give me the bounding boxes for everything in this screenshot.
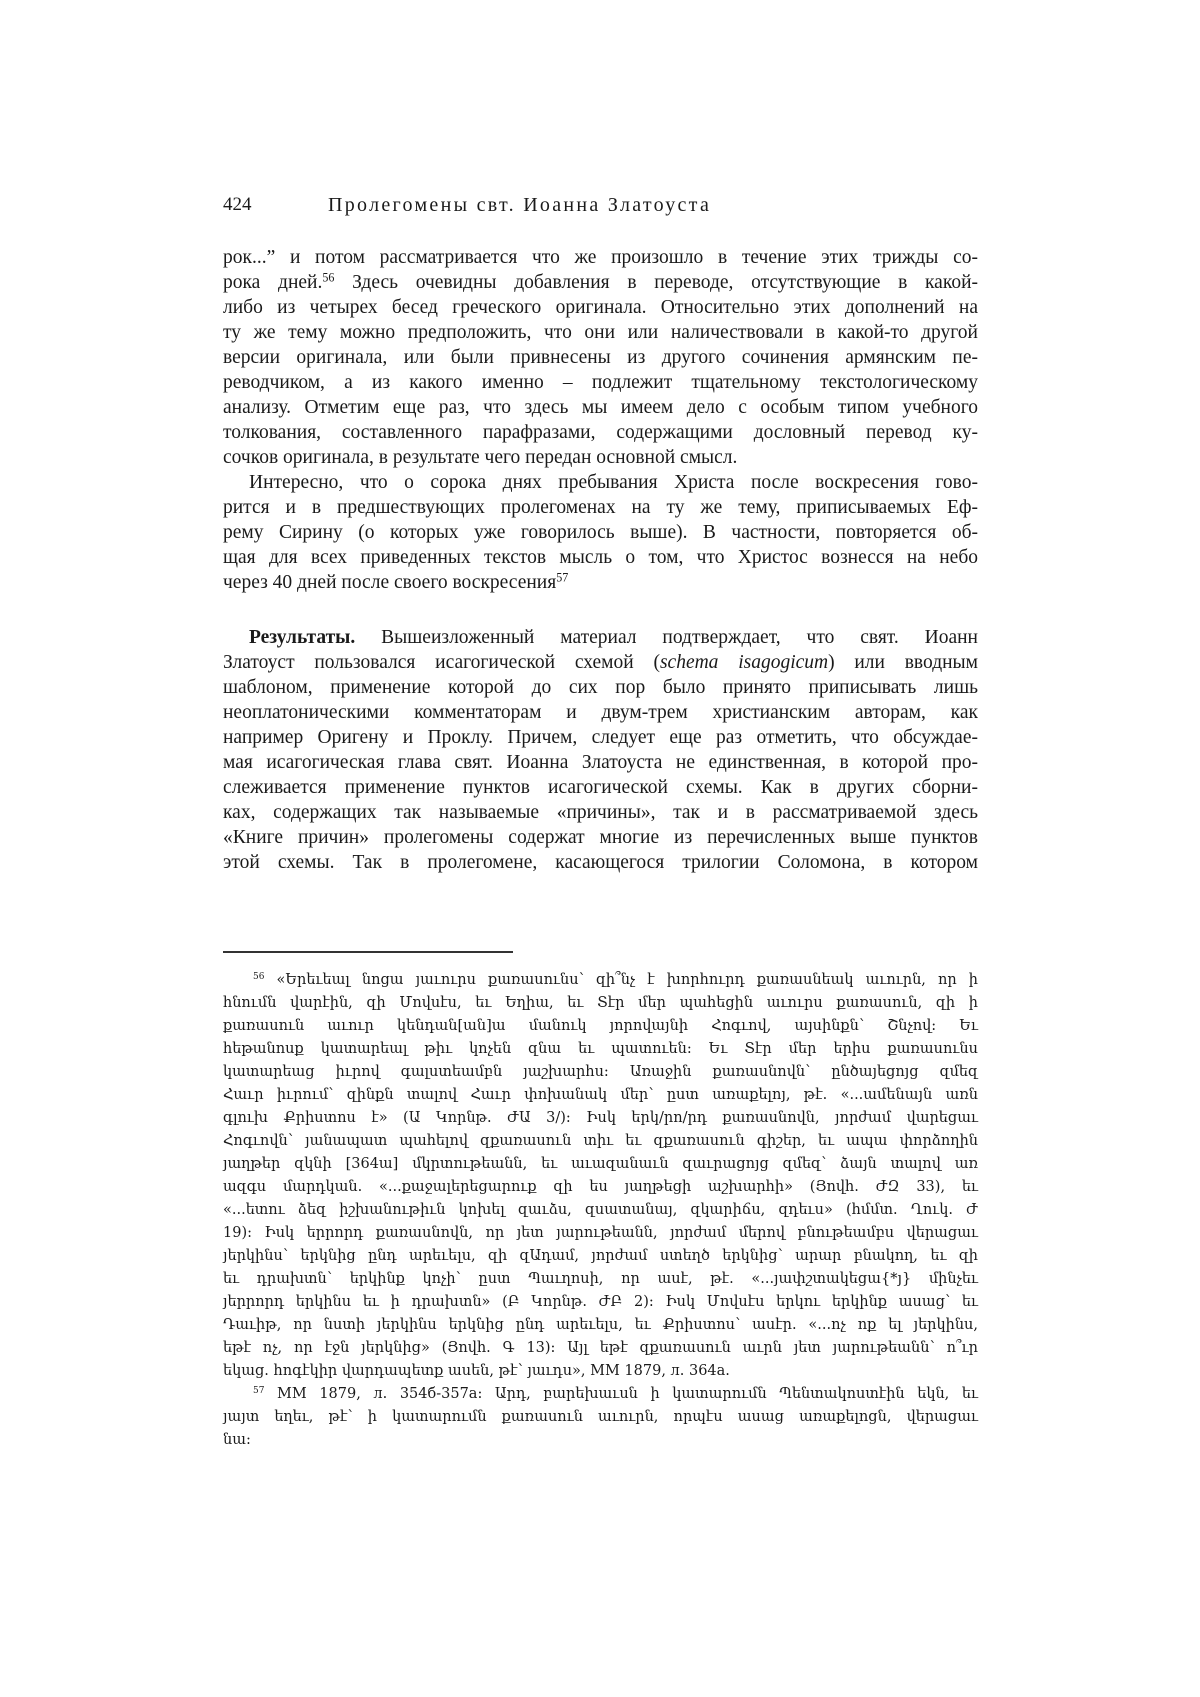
text-line [223,445,978,470]
text-run: щая для всех приведенных текстов мысль о том, что Христос вознесся на небо [223,547,978,568]
body-text-results [223,625,978,875]
footnote-line [223,1222,978,1245]
footnote-line [223,992,978,1015]
text-line [223,850,978,875]
text-line [223,825,978,850]
text-run: քառասուն աւուր կենդան[ան]ա մանուկ յորովայնի Հոգւով, այսինքն՝ Շնչով: Եւ [223,1018,978,1034]
text-run: мая исагогическая глава свят. Иоанна Златоуста не единственная, в которой про- [223,752,978,773]
footnote-line [223,1245,978,1268]
text-line [223,470,978,495]
text-line [223,345,978,370]
footnote-reference[interactable]: 57 [556,570,568,584]
text-line [223,495,978,520]
text-run: յայտ եղեւ, թէ՝ ի կատարումն քառասուն աւուրն, որպէս ասաց առաքելոցն, վերացաւ [223,1409,978,1425]
footnote-reference[interactable]: 57 [253,1386,264,1396]
text-line [223,725,978,750]
text-line [223,295,978,320]
footnote-line [223,1107,978,1130]
footnote-line [223,1337,978,1360]
text-run: յաղթեր զկնի [364ա] մկրտութեանն, եւ աւազանաւն զաւրացոյց զմեզ՝ ձայն տալով առ [223,1156,978,1172]
text-line [223,675,978,700]
text-run: յերկինս՝ երկնից ընդ արեւելս, զի զԱդամ, յորժամ ստեղծ երկնից՝ արար բնակող, եւ զի [223,1248,978,1264]
text-line [223,750,978,775]
text-run: եւ դրախտն՝ երկինք կոչի՝ ըստ Պաւղոսի, որ ասէ, թէ. «...յափշտակեցա{*յ} մինչեւ [223,1271,978,1287]
text-run: հեթանոսք կատարեալ թիւ կոչեն զնա եւ պատուեն: Եւ Տէր մեր երիս քառասունս [223,1041,978,1057]
text-run: ках, содержащих так называемые «причины», так и в рассматриваемой здесь [223,802,978,823]
text-run: նա: [223,1432,251,1448]
text-run: реводчиком, а из какого именно – подлежит тщательному текстологическому [223,372,978,393]
footnote-line [223,1153,978,1176]
text-line [223,395,978,420]
text-line [223,370,978,395]
text-run: Հոգւովն՝ յանապատ պահելով զքառասուն տիւ եւ զքառասուն գիշեր, եւ ապա փորձողին [223,1133,978,1149]
footnote-line [223,1015,978,1038]
text-run: Интересно, что о сорока днях пребывания Христа после воскресения гово- [249,472,978,493]
text-run: կատարեաց իւրով գալստեամբն յաշխարհս: Առաջին քառասնովն՝ ընծայեցոյց զմեզ [223,1064,978,1080]
text-line [223,270,978,295]
text-run: рок...” и потом рассматривается что же произошло в течение этих трижды со- [223,247,978,268]
footnote-divider [223,951,513,953]
footnote-line [223,1383,978,1406]
text-run: версии оригинала, или были привнесены из другого сочинения армянским пе- [223,347,978,368]
text-run: рока дней. [223,272,322,293]
footnotes [223,969,978,1452]
text-run: ту же тему можно предположить, что они или наличествовали в какой-то другой [223,322,978,343]
text-line [223,700,978,725]
running-title: Пролегомены свт. Иоанна Златоуста [328,192,711,218]
text-run: ММ 1879, л. 354б-357а: Արդ, բարեխաւսն ի կատարումն Պենտակոստէին եկն, եւ [264,1386,978,1402]
text-line [223,625,978,650]
text-run: գլուխ Քրիստոս է» (Ա Կորնթ. ԺԱ 3/): Իսկ երկ/րո/րդ քառասնովն, յորժամ վարեցաւ [223,1110,978,1126]
footnote-reference[interactable]: 56 [253,972,264,982]
text-run: например Оригену и Проклу. Причем, следует еще раз отметить, что обсуждае- [223,727,978,748]
footnote-line [223,1406,978,1429]
text-run: этой схемы. Так в пролегомене, касающегося трилогии Соломона, в котором [223,852,978,873]
text-line [223,775,978,800]
text-run: неоплатоническими комментаторам и двум-трем христианским авторам, как [223,702,978,723]
text-run: եկաց. հոգէկիր վարդապետք ասեն, թէ՝ յաւդս», ММ 1879, л. 364a. [223,1363,730,1379]
footnote-reference[interactable]: 56 [322,270,334,284]
text-run: толкования, составленного парафразами, содержащими дословный перевод ку- [223,422,978,443]
footnote-line [223,1176,978,1199]
text-run: եթէ ոչ, որ էջն յերկնից» (Յովհ. Գ 13): Այլ եթէ զքառասուն աւրն յետ յարութեանն՝ ո՞ւր [223,1340,978,1356]
text-line [223,520,978,545]
text-run: Հաւր իւրում՝ զինքն տալով Հաւր փոխանակ մեր՝ ըստ առաքելոյ, թէ. «...ամենայն առն [223,1087,978,1103]
footnote-line [223,1429,978,1452]
text-run: 19): Իսկ երրորդ քառասնովն, որ յետ յարութեանն, յորժամ մերով բնութեամբս վերացաւ [223,1225,978,1241]
text-run: «Книге причин» пролегомены содержат многие из перечисленных выше пунктов [223,827,978,848]
text-run: рится и в предшествующих пролегоменах на ту же тему, приписываемых Еф- [223,497,978,518]
footnote-line [223,1130,978,1153]
text-run: рему Сирину (о которых уже говорилось выше). В частности, повторяется об- [223,522,978,543]
text-run: либо из четырех бесед греческого оригинала. Относительно этих дополнений на [223,297,978,318]
text-line [223,420,978,445]
footnote-line [223,1061,978,1084]
text-run: шаблоном, применение которой до сих пор было принято приписывать лишь [223,677,978,698]
text-run: сочков оригинала, в результате чего передан основной смысл. [223,447,737,468]
footnote-line [223,969,978,992]
text-line [223,545,978,570]
text-run: Вышеизложенный материал подтверждает, что свят. Иоанн [355,627,978,648]
footnote-line [223,1360,978,1383]
footnote-line [223,1291,978,1314]
text-line [223,570,978,595]
italic-term: schema isagogicum [660,652,828,673]
text-run: ազգս մարդկան. «...քաջալերեցարուք զի ես յաղթեցի աշխարհի» (Յովհ. ԺԶ 33), եւ [223,1179,978,1195]
text-run: «...ետու ձեզ իշխանութիւն կոխել զաւձս, զսատանայ, զկարիճս, զդեւս» (հմմտ. Ղուկ. Ժ [223,1202,978,1218]
bold-run-in-heading: Результаты. [249,627,355,648]
text-run: Здесь очевидны добавления в переводе, отсутствующие в какой- [334,272,978,293]
text-run: через 40 дней после своего воскресения [223,572,556,593]
text-line [223,650,978,675]
page-number: 424 [223,192,252,218]
body-text-intro [223,245,978,595]
footnote-line [223,1199,978,1222]
text-line [223,320,978,345]
footnote-line [223,1268,978,1291]
footnote-line [223,1314,978,1337]
text-run: «Երեւեալ նոցա յաւուրս քառասունս՝ զի՞նչ է խորհուրդ քառասնեակ աւուրն, որ ի [264,972,978,988]
text-run: յերրորդ երկինս եւ ի դրախտն» (Բ Կորնթ. ԺԲ 2): Իսկ Մովսէս երկու երկինք ասաց՝ եւ [223,1294,978,1310]
text-line [223,245,978,270]
footnote-line [223,1084,978,1107]
text-run: анализу. Отметим еще раз, что здесь мы имеем дело с особым типом учебного [223,397,978,418]
text-run: слеживается применение пунктов исагогической схемы. Как в других сборни- [223,777,978,798]
text-run: ) или вводным [828,652,978,673]
text-line [223,800,978,825]
text-run: Златоуст пользовался исагогической схемой ( [223,652,660,673]
footnote-line [223,1038,978,1061]
text-run: հնումն վարէին, զի Մովսէս, եւ Եղիա, եւ Տէր մեր պահեցին աւուրս քառասուն, զի ի [223,995,978,1011]
text-run: Դաւիթ, որ նստի յերկինս երկնից ընդ արեւելս, եւ Քրիստոս՝ ասէր. «...ոչ ոք ել յերկինս, [223,1317,978,1333]
